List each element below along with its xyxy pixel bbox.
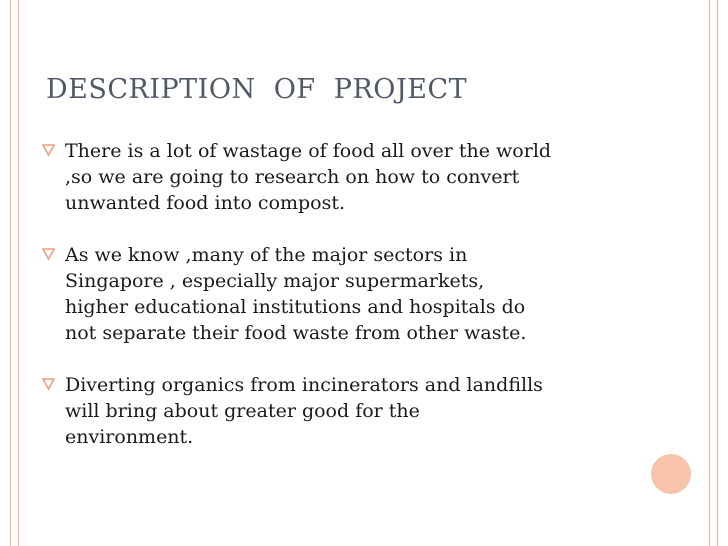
bullet-text: Diverting organics from incinerators and landfills will bring about greater good for the environment. xyxy=(65,374,543,448)
bullet-list xyxy=(40,138,640,476)
bullet-item xyxy=(40,372,640,450)
hollow-triangle-bullet-icon xyxy=(42,144,55,157)
slide-title: DESCRIPTION OF PROJECT xyxy=(46,74,468,105)
bullet-text: As we know ,many of the major sectors in Singapore , especially major supermarkets, higher educational institutions and hospitals do not separate their food waste from other waste. xyxy=(65,244,527,344)
decorative-circle xyxy=(651,454,691,494)
right-border-line-outer xyxy=(717,0,718,546)
bullet-text: There is a lot of wastage of food all over the world ,so we are going to research on how to convert unwanted food into compost. xyxy=(65,140,552,214)
right-border-line-inner xyxy=(709,0,710,546)
left-border-line-inner xyxy=(18,0,19,546)
hollow-triangle-bullet-icon xyxy=(42,248,55,261)
hollow-triangle-bullet-icon xyxy=(42,378,55,391)
bullet-item xyxy=(40,138,640,216)
bullet-item xyxy=(40,242,640,346)
left-border-line-outer xyxy=(10,0,11,546)
